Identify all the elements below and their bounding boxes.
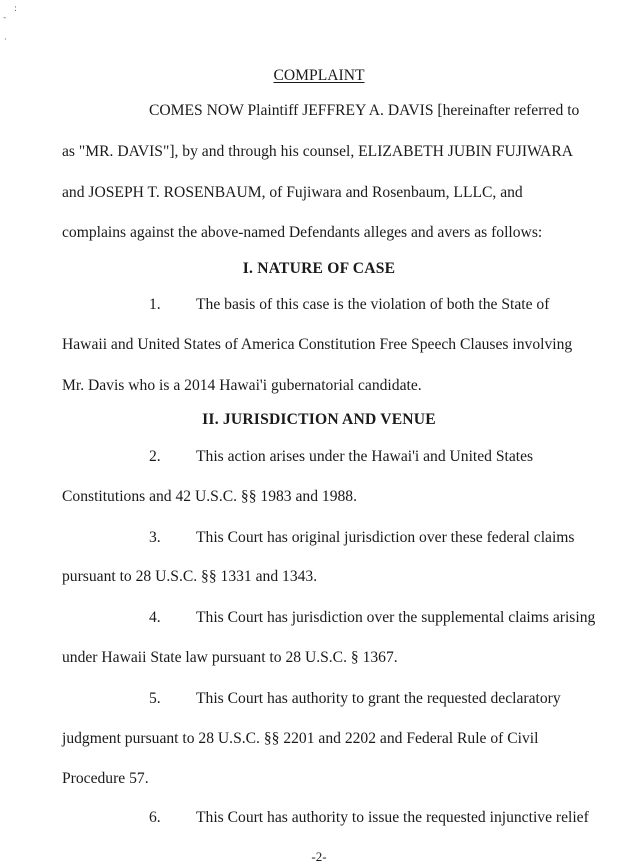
paragraph-text: This Court has jurisdiction over the supplemental claims arising — [196, 609, 596, 626]
paragraph-text: This action arises under the Hawai'i and United States — [196, 448, 534, 465]
document-title: COMPLAINT — [273, 67, 365, 84]
paragraph-text: The basis of this case is the violation of both the State of — [196, 296, 550, 313]
paragraph-text: This Court has original jurisdiction over these federal claims — [196, 529, 575, 546]
paragraph-5-line-3: Procedure 57. — [62, 770, 149, 787]
paragraph-1-line-1 — [149, 295, 549, 315]
paragraph-1-line-2: Hawaii and United States of America Constitution Free Speech Clauses involving — [62, 336, 573, 353]
intro-line-2: as "MR. DAVIS"], by and through his counsel, ELIZABETH JUBIN FUJIWARA — [62, 143, 573, 160]
paragraph-number: 2. — [149, 448, 161, 465]
page-number: -2- — [311, 849, 327, 864]
paragraph-2-line-1 — [149, 447, 533, 467]
paragraph-text: This Court has authority to grant the requested declaratory — [196, 690, 561, 707]
paragraph-3-line-2: pursuant to 28 U.S.C. §§ 1331 and 1343. — [62, 568, 318, 585]
paragraph-6-line-1 — [149, 808, 589, 828]
paragraph-5-line-1 — [149, 689, 561, 709]
paragraph-5-line-2: judgment pursuant to 28 U.S.C. §§ 2201 and 2202 and Federal Rule of Civil — [62, 730, 539, 747]
paragraph-4-line-2: under Hawaii State law pursuant to 28 U.S.C. § 1367. — [62, 649, 398, 666]
section-heading-jurisdiction-and-venue: II. JURISDICTION AND VENUE — [202, 411, 436, 428]
paragraph-text: This Court has authority to issue the requested injunctive relief — [196, 809, 589, 826]
paragraph-number: 1. — [149, 296, 161, 313]
intro-line-4: complains against the above-named Defendants alleges and avers as follows: — [62, 224, 543, 241]
intro-line-1: COMES NOW Plaintiff JEFFREY A. DAVIS [hereinafter referred to — [149, 102, 580, 119]
intro-line-3: and JOSEPH T. ROSENBAUM, of Fujiwara and Rosenbaum, LLLC, and — [62, 184, 523, 201]
paragraph-4-line-1 — [149, 608, 595, 628]
section-heading-nature-of-case: I. NATURE OF CASE — [242, 260, 396, 277]
scan-mark-dash: - — [3, 13, 7, 23]
paragraph-3-line-1 — [149, 528, 574, 548]
paragraph-number: 5. — [149, 690, 161, 707]
paragraph-number: 3. — [149, 529, 161, 546]
paragraph-number: 6. — [149, 809, 161, 826]
paragraph-2-line-2: Constitutions and 42 U.S.C. §§ 1983 and 1988. — [62, 488, 357, 505]
scan-mark-colon: : — [14, 4, 18, 14]
scan-mark-dot: · — [4, 35, 7, 45]
paragraph-1-line-3: Mr. Davis who is a 2014 Hawai'i gubernatorial candidate. — [62, 377, 422, 394]
paragraph-number: 4. — [149, 609, 161, 626]
